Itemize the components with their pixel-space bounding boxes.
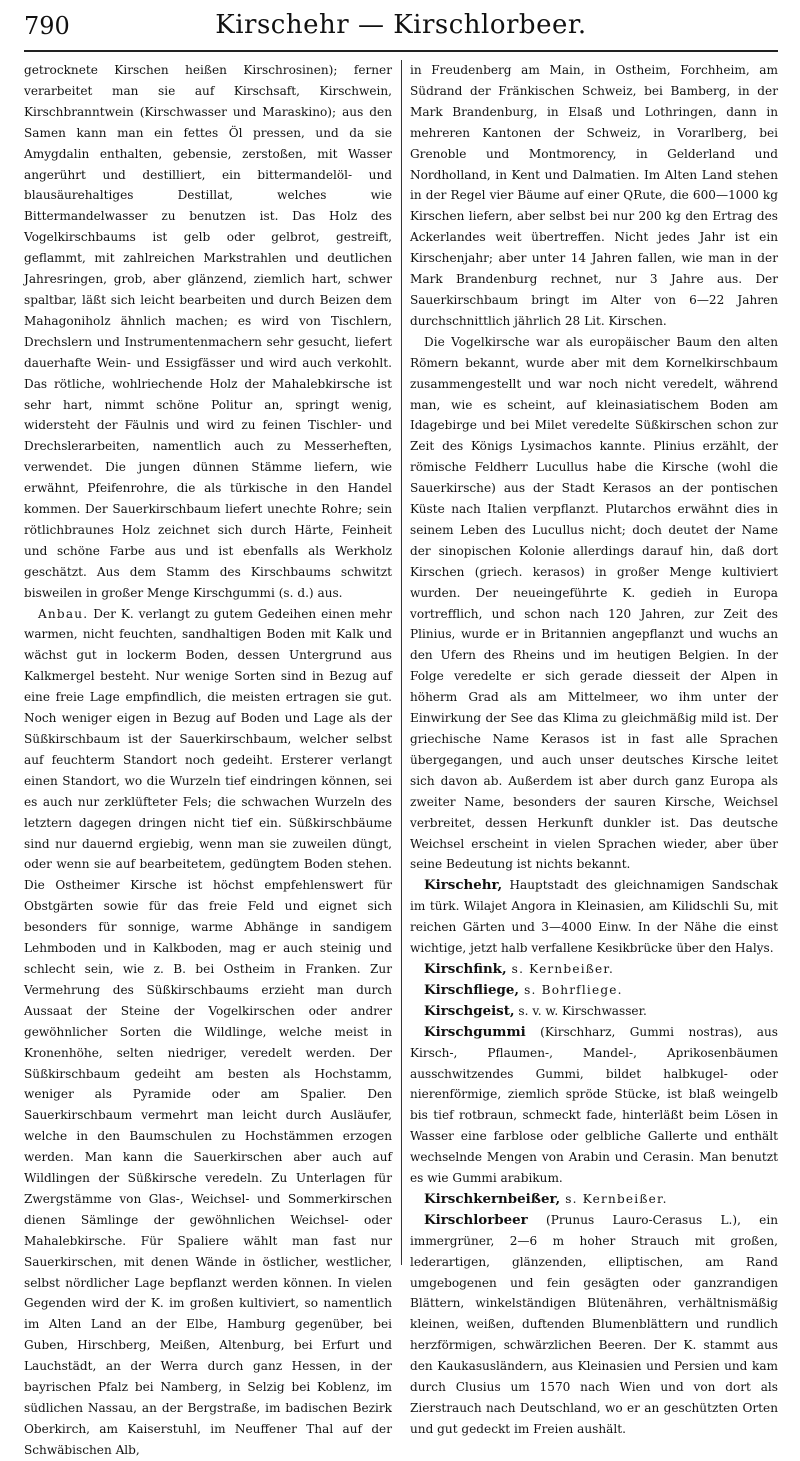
headword: Kirschehr, xyxy=(424,877,503,894)
entry-kirschlorbeer xyxy=(410,1210,778,1440)
headword: Kirschgummi xyxy=(424,1023,526,1040)
entry-kirschgeist xyxy=(410,1001,778,1022)
page-number: 790 xyxy=(24,12,70,40)
entry-text: (Prunus Lauro-Cerasus L.), ein immergrüner, 2—6 m hoher Strauch mit großen, lederartigen, glänzenden, elliptischen, am Rand umgebogenen und fein gesägten oder ganzrandigen Blättern, winkelständigen Blütenähren, verhältnismäßig kleinen, weißen, duftenden Blumenblättern und rundlich herzförmigen, schwärzlichen Beeren. Der K. stammt aus den Kaukasusländern, aus Kleinasien und Persien und kam durch Clusius um 1570 nach Wien und von dort als Zierstrauch nach Deutschland, wo er an geschützten Orten und gut gedeckt im Freien aushält. xyxy=(410,1212,778,1436)
headword: Kirschfink, xyxy=(424,960,507,977)
running-title: Kirschehr — Kirschlorbeer. xyxy=(215,10,587,40)
entry-text: s. Kernbeißer. xyxy=(560,1191,668,1206)
entry-kirschehr xyxy=(410,875,778,959)
headword: Kirschfliege, xyxy=(424,981,520,998)
paragraph-cultivation xyxy=(24,604,392,1461)
entry-kirschkernbeisser xyxy=(410,1189,778,1210)
right-column xyxy=(410,60,778,1436)
entry-text: s. Kernbeißer. xyxy=(506,961,615,976)
entry-text: (Kirschharz, Gummi nostras), aus Kirsch-, Pflaumen-, Mandel-, Aprikosenbäumen ausschwitzendes Gummi, bildet halbkugel- oder nierenförmige, ziemlich spröde Stücke, ist blaß weingelb bis tief rotbraun, schmeckt fade, hinterläßt beim Lösen in Wasser eine farblose oder gelbliche Gallerte und enthält wechselnde Mengen von Arabin und Cerasin. Man benutzt es wie Gummi arabikum. xyxy=(410,1024,778,1186)
entry-text: s. v. w. Kirschwasser. xyxy=(514,1003,647,1018)
entry-kirschfink xyxy=(410,959,778,980)
paragraph-history: Die Vogelkirsche war als europäischer Baum den alten Römern bekannt, wurde aber mit dem Kornelkirschbaum zusammengestellt und war noch nicht veredelt, während man, wie es scheint, auf kleinasiatischem Boden am Idagebirge und bei Milet veredelte Süßkirschen schon zur Zeit des Königs Lysimachos kannte. Plinius erzählt, der römische Feldherr Lucullus habe die Kirsche (wohl die Sauerkirsche) aus der Stadt Kerasos an der pontischen Küste nach Italien verpflanzt. Plutarchos erwähnt dies in seinem Leben des Lucullus nicht; doch deutet der Name der sinopischen Kolonie allerdings darauf hin, daß dort Kirschen (griech. kerasos) in großer Menge kultiviert wurden. Der neueingeführte K. gedieh in Europa vortrefflich, und schon nach 120 Jahren, zur Zeit des Plinius, wurde er in Britannien angepflanzt und wuchs an den Ufern des Rheins und im heutigen Belgien. In der Folge veredelte er sich gerade diesseit der Alpen in höherm Grad als am Mittelmeer, wo ihm unter der Einwirkung der See das Klima zu gleichmäßig mild ist. Der griechische Name Kerasos ist in fast alle Sprachen übergegangen, und auch unser deutsches Kirsche leitet sich davon ab. Außerdem ist aber durch ganz Europa als zweiter Name, besonders der sauren Kirsche, Weichsel verbreitet, dessen Herkunft dunkler ist. Das deutsche Weichsel erscheint in vielen Sprachen wieder, aber über seine Bedeutung ist nichts bekannt. xyxy=(410,334,778,872)
headword: Kirschkernbeißer, xyxy=(424,1190,561,1207)
paragraph-regions: in Freudenberg am Main, in Ostheim, Forchheim, am Südrand der Fränkischen Schweiz, bei Bamberg, in der Mark Brandenburg, in Elsaß und Lothringen, dann in mehreren Kantonen der Schweiz, in Vorarlberg, bei Grenoble und Montmorency, in Gelderland und Nordholland, in Kent und Dalmatien. Im Alten Land stehen in der Regel vier Bäume auf einer QRute, die 600—1000 kg Kirschen liefern, aber selbst bei nur 200 kg den Ertrag des Ackerlandes weit übertreffen. Nicht jedes Jahr ist ein Kirschenjahr; aber unter 14 Jahren fallen, wie man in der Mark Brandenburg rechnet, nur 3 Jahre aus. Der Sauerkirschbaum bringt im Alter von 6—22 Jahren durchschnittlich jährlich 28 Lit. Kirschen. xyxy=(410,63,778,328)
headword: Kirschgeist, xyxy=(424,1002,515,1019)
page-header xyxy=(24,0,778,52)
paragraph-uses: getrocknete Kirschen heißen Kirschrosinen); ferner verarbeitet man sie auf Kirschsaft, Kirschwein, Kirschbranntwein (Kirschwasser und Maraskino); aus den Samen kann man ein fettes Öl pressen, und da sie Amygdalin enthalten, gebensie, zerstoßen, mit Wasser angerührt und destilliert, ein bittermandelöl- und blausäurehaltiges Destillat, welches wie Bittermandelwasser zu benutzen ist. Das Holz des Vogelkirschbaums ist gelb oder gelbrot, gestreift, geflammt, mit zahlreichen Markstrahlen und deutlichen Jahresringen, grob, aber glänzend, ziemlich hart, schwer spaltbar, läßt sich leicht bearbeiten und durch Beizen dem Mahagoniholz ähnlich machen; es wird von Tischlern, Drechslern und Instrumentenmachern sehr gesucht, liefert dauerhafte Wein- und Essigfässer und wird auch verkohlt. Das rötliche, wohlriechende Holz der Mahalebkirsche ist sehr hart, nimmt schöne Politur an, springt wenig, widersteht der Fäulnis und wird zu feinen Tischler- und Drechslerarbeiten, namentlich auch zu Messerheften, verwendet. Die jungen dünnen Stämme liefern, wie erwähnt, Pfeifenrohre, die als türkische in den Handel kommen. Der Sauerkirschbaum liefert unechte Rohre; sein rötlichbraunes Holz zeichnet sich durch Härte, Feinheit und schöne Farbe aus und ist ebenfalls als Werkholz geschätzt. Aus dem Stamm des Kirschbaums schwitzt bisweilen in großer Menge Kirschgummi (s. d.) aus. xyxy=(24,63,392,600)
entry-text: s. Bohrfliege. xyxy=(519,982,623,997)
text-columns xyxy=(24,60,778,1457)
entry-text: Hauptstadt des gleichnamigen Sandschak im türk. Wilajet Angora in Kleinasien, am Kilidschli Su, mit reichen Gärten und 3—4000 Einw. In der Nähe die einst wichtige, jetzt halb verfallene Kesikbrücke über den Halys. xyxy=(410,878,778,956)
left-column xyxy=(24,60,392,1457)
column-divider xyxy=(401,60,402,1265)
headword: Kirschlorbeer xyxy=(424,1211,528,1228)
paragraph-cultivation-text: Der K. verlangt zu gutem Gedeihen einen mehr warmen, nicht feuchten, sandhaltigen Boden mit Kalk und wächst gut in lockerm Boden, dessen Untergrund aus Kalkmergel besteht. Nur wenige Sorten sind in Bezug auf eine freie Lage empfindlich, die meisten ertragen sie gut. Noch weniger eigen in Bezug auf Boden und Lage als der Süßkirschbaum ist der Sauerkirschbaum, welcher selbst auf feuchterm Standort noch gedeiht. Ersterer verlangt einen Standort, wo die Wurzeln tief eindringen können, sei es auch nur zerklüfteter Fels; die schwachen Wurzeln des letztern dagegen dringen nicht tief ein. Süßkirschbäume sind nur dauernd ergiebig, wenn man sie zuweilen düngt, oder wenn sie auf bearbeitetem, gedüngtem Boden stehen. Die Ostheimer Kirsche ist höchst empfehlenswert für Obstgärten sowie für das freie Feld und eignet sich besonders für sonnige, warme Abhänge in sandigem Lehmboden und in Kalkboden, mag er auch steinig und schlecht sein, wie z. B. bei Ostheim in Franken. Zur Vermehrung des Süßkirschbaums erzieht man durch Aussaat der Steine der Vogelkirschen oder andrer gewöhnlicher Sorten die Wildlinge, welche meist in Kronenhöhe, selten niedriger, veredelt werden. Der Süßkirschbaum gedeiht am besten als Hochstamm, weniger als Pyramide oder am Spalier. Den Sauerkirschbaum vermehrt man leicht durch Ausläufer, welche in den Baumschulen zu Hochstämmen erzogen werden. Man kann die Sauerkirschen aber auch auf Wildlingen der Süßkirsche veredeln. Zu Unterlagen für Zwergstämme von Glas-, Weichsel- und Sommerkirschen dienen Sämlinge der gewöhnlichen Weichsel- oder Mahalebkirsche. Für Spaliere wählt man fast nur Sauerkirschen, mit denen Wände in östlicher, westlicher, selbst nördlicher Lage bepflanzt werden können. In vielen Gegenden wird der K. im großen kultiviert, so namentlich im Alten Land an der Elbe, Hamburg gegenüber, bei Guben, Hirschberg, Meißen, Altenburg, bei Erfurt und Lauchstädt, an der Werra durch ganz Hessen, in der bayrischen Pfalz bei Namberg, in Selzig bei Koblenz, im südlichen Nassau, an der Bergstraße, im badischen Bezirk Oberkirch, am Kaiserstuhl, im Neuffener Thal auf der Schwäbischen Alb, xyxy=(24,606,392,1457)
entry-kirschfliege xyxy=(410,980,778,1001)
section-lead-anbau: Anbau. xyxy=(38,606,89,621)
entry-kirschgummi xyxy=(410,1022,778,1189)
